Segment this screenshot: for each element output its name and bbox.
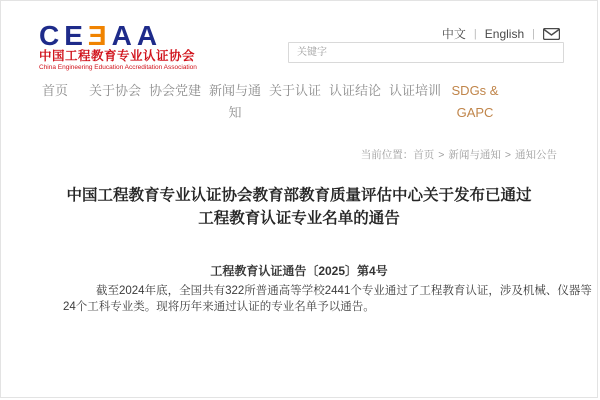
- search-input[interactable]: [288, 42, 564, 63]
- lang-chinese-link[interactable]: 中文: [441, 27, 466, 41]
- nav-item-accreditation-training[interactable]: 认证培训: [388, 83, 441, 98]
- breadcrumb-news-notices[interactable]: 新闻与通知: [448, 149, 501, 161]
- article-title: [1, 184, 597, 230]
- nav-item-home[interactable]: 首页: [41, 83, 68, 98]
- article-body: [63, 284, 592, 315]
- lang-english-link[interactable]: English: [484, 26, 525, 41]
- breadcrumb-separator: >: [504, 149, 511, 161]
- divider: |: [473, 27, 477, 40]
- article-body-line1: 截至2024年底，全国共有322所普通高等学校2441个专业通过了工程教育认证，涉及机械、仪器等: [96, 285, 592, 297]
- breadcrumb-separator: >: [438, 149, 445, 161]
- logo-wordmark-right: AA: [111, 20, 163, 51]
- document-number: 工程教育认证通告〔2025〕第4号: [210, 264, 388, 278]
- nav-item-sdgs-gapc[interactable]: SDGs & GAPC: [451, 83, 499, 120]
- breadcrumb-home[interactable]: 首页: [413, 149, 435, 161]
- breadcrumb: [361, 147, 557, 162]
- nav-item-about-association[interactable]: 关于协会: [88, 83, 141, 98]
- nav-item-news-notices[interactable]: 新闻与通知: [208, 83, 261, 120]
- logo-wordmark-left: CE: [39, 20, 88, 51]
- article-body-line2: 24个工科专业类。现将历年来通过认证的专业名单予以通告。: [63, 300, 375, 313]
- nav-item-party-building[interactable]: 协会党建: [148, 83, 201, 98]
- breadcrumb-notice-announcements[interactable]: 通知公告: [515, 149, 557, 161]
- logo-chinese-name: 中国工程教育专业认证协会: [39, 49, 196, 63]
- logo[interactable]: [39, 20, 197, 72]
- divider: |: [532, 27, 535, 40]
- logo-wordmark: [39, 20, 197, 51]
- nav-item-accreditation-results[interactable]: 认证结论: [328, 83, 381, 98]
- nav-item-about-accreditation[interactable]: 关于认证: [268, 83, 321, 98]
- logo-wordmark-mid: Ǝ: [87, 20, 112, 51]
- breadcrumb-label: 当前位置：: [360, 149, 414, 161]
- logo-english-name: China Engineering Education Accreditation Association: [39, 64, 197, 71]
- article-title-line1: 中国工程教育专业认证协会教育部教育质量评估中心关于发布已通过: [66, 187, 532, 204]
- language-bar: [442, 25, 560, 42]
- envelope-icon[interactable]: [543, 28, 560, 40]
- article-title-line2: 工程教育认证专业名单的通告: [198, 210, 400, 227]
- main-nav: [25, 80, 505, 124]
